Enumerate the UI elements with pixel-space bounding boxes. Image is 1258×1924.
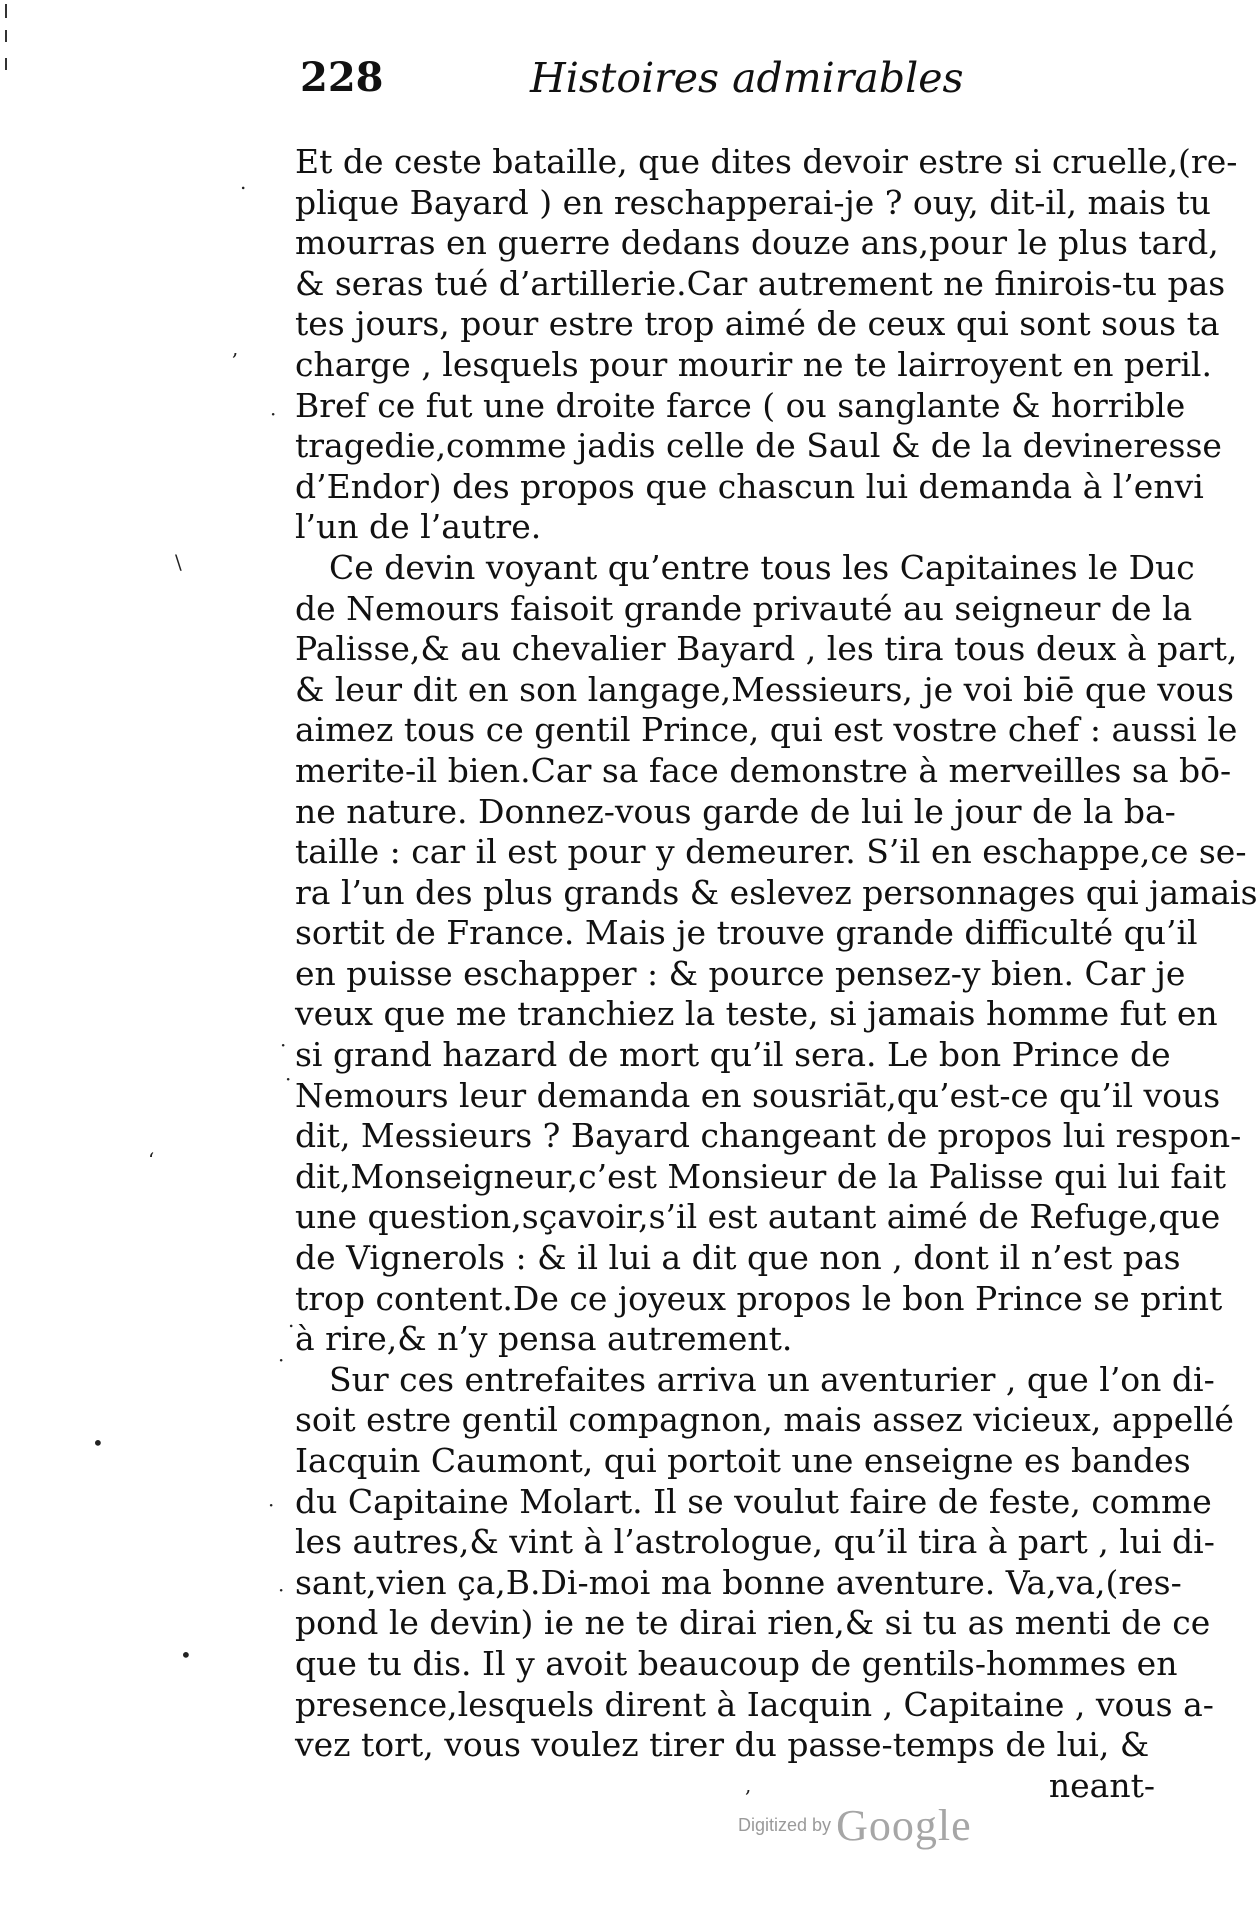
margin-mark: ‘ xyxy=(148,1148,155,1172)
margin-mark: • xyxy=(92,1431,104,1455)
page-number: 228 xyxy=(300,54,384,101)
margin-mark: · xyxy=(278,1348,285,1372)
margin-mark: · xyxy=(268,1493,275,1517)
text-line: Iacquin Caumont, qui portoit une enseigne es bandes xyxy=(295,1441,1191,1480)
text-line: Bref ce fut une droite farce ( ou sanglante & horrible xyxy=(295,385,1186,425)
text-line: les autres,& vint à l’astrologue, qu’il tira à part , lui di- xyxy=(295,1522,1215,1562)
text-line: aimez tous ce gentil Prince, qui est vostre chef : aussi le xyxy=(295,710,1238,750)
text-line: tes jours, pour estre trop aimé de ceux qui sont sous ta xyxy=(295,304,1220,344)
text-line: trop content.De ce joyeux propos le bon Prince se print xyxy=(295,1278,1223,1318)
text-line: Palisse,& au chevalier Bayard , les tira tous deux à part, xyxy=(295,629,1238,669)
catchword: neant- xyxy=(1048,1765,1155,1805)
text-line: Et de ceste bataille, que dites devoir estre si cruelle,(re- xyxy=(295,142,1238,181)
digitized-watermark xyxy=(738,1800,972,1851)
margin-mark: \ xyxy=(175,550,182,574)
text-line: soit estre gentil compagnon, mais assez vicieux, appellé xyxy=(295,1400,1234,1440)
text-line: plique Bayard ) en reschapperai-je ? ouy, dit-il, mais tu xyxy=(295,182,1211,222)
paragraph-start-line: Sur ces entrefaites arriva un aventurier , que l’on di- xyxy=(329,1359,1215,1399)
margin-mark: • xyxy=(180,1643,192,1667)
margin-mark: . xyxy=(240,170,247,194)
text-line: si grand hazard de mort qu’il sera. Le bon Prince de xyxy=(295,1035,1171,1075)
watermark-prefix: Digitized by xyxy=(738,1815,832,1835)
text-line: mourras en guerre dedans douze ans,pour le plus tard, xyxy=(295,223,1219,263)
text-line: merite-il bien.Car sa face demonstre à merveilles sa bō- xyxy=(295,750,1232,790)
text-line: taille : car il est pour y demeurer. S’il en eschappe,ce se- xyxy=(295,832,1247,872)
text-line: Nemours leur demanda en sousriāt,qu’est-ce qu’il vous xyxy=(295,1075,1221,1115)
margin-mark: , xyxy=(745,1773,752,1797)
text-line: en puisse eschapper : & pource pensez-y bien. Car je xyxy=(295,953,1186,993)
text-line: pond le devin) ie ne te dirai rien,& si tu as menti de ce xyxy=(295,1603,1211,1643)
watermark-brand: Google xyxy=(836,1801,972,1850)
margin-mark: · xyxy=(278,1578,285,1602)
text-line: sortit de France. Mais je trouve grande difficulté qu’il xyxy=(295,913,1198,953)
margin-mark: · xyxy=(285,1067,292,1091)
margin-mark: , xyxy=(232,336,239,360)
text-line: charge , lesquels pour mourir ne te lairroyent en peril. xyxy=(295,344,1212,384)
text-line: d’Endor) des propos que chascun lui demanda à l’envi xyxy=(295,466,1204,506)
text-line: ra l’un des plus grands & eslevez personnages qui jamais xyxy=(295,872,1258,912)
margin-mark: · xyxy=(270,402,277,426)
text-line: de Nemours faisoit grande privauté au seigneur de la xyxy=(295,588,1193,628)
text-line: presence,lesquels dirent à Iacquin , Capitaine , vous a- xyxy=(295,1684,1214,1724)
text-line: & leur dit en son langage,Messieurs, je voi biē que vous xyxy=(295,669,1234,709)
text-line: ne nature. Donnez-vous garde de lui le jour de la ba- xyxy=(295,791,1176,831)
left-edge-marks xyxy=(0,0,12,100)
text-line: du Capitaine Molart. Il se voulut faire de feste, comme xyxy=(295,1481,1212,1521)
text-line: veux que me tranchiez la teste, si jamais homme fut en xyxy=(295,994,1218,1034)
running-head xyxy=(300,48,964,108)
running-title: Histoires admirables xyxy=(530,54,964,102)
margin-mark: . xyxy=(288,1308,295,1332)
text-line: sant,vien ça,B.Di-moi ma bonne aventure. Va,va,(res- xyxy=(295,1562,1182,1602)
paragraph-start-line: Ce devin voyant qu’entre tous les Capitaines le Duc xyxy=(329,547,1195,587)
edge-tick-marks xyxy=(0,0,12,100)
body-text xyxy=(295,142,1258,1806)
text-line: une question,sçavoir,s’il est autant aimé de Refuge,que xyxy=(295,1197,1221,1237)
text-line: que tu dis. Il y avoit beaucoup de gentils-hommes en xyxy=(295,1643,1178,1683)
text-line: tragedie,comme jadis celle de Saul & de la devineresse xyxy=(295,426,1222,466)
text-line: à rire,& n’y pensa autrement. xyxy=(295,1319,793,1359)
text-line: vez tort, vous voulez tirer du passe-temps de lui, & xyxy=(295,1725,1150,1765)
text-line: & seras tué d’artillerie.Car autrement ne finirois-tu pas xyxy=(295,263,1226,303)
text-line: dit, Messieurs ? Bayard changeant de propos lui respon- xyxy=(295,1116,1242,1156)
text-line: dit,Monseigneur,c’est Monsieur de la Palisse qui lui fait xyxy=(295,1156,1227,1196)
text-line: de Vignerols : & il lui a dit que non , dont il n’est pas xyxy=(295,1238,1181,1278)
margin-mark: · xyxy=(280,1033,287,1057)
text-line: l’un de l’autre. xyxy=(295,507,542,547)
